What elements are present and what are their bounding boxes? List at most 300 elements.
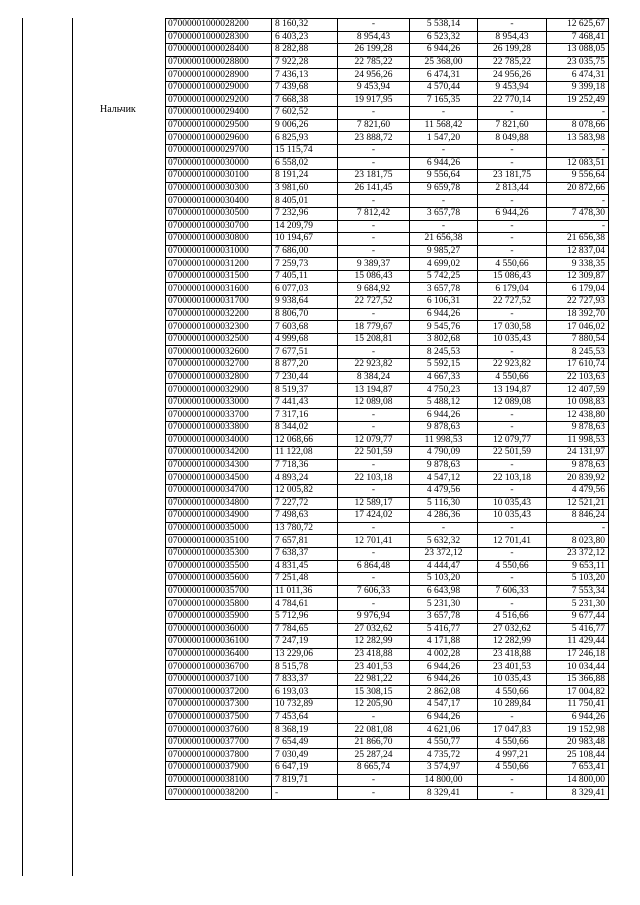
value-cell: -	[338, 409, 410, 422]
value-cell: -	[338, 598, 410, 611]
value-cell: 23 035,75	[547, 56, 609, 69]
value-cell: 24 956,26	[478, 69, 547, 82]
table-row	[166, 610, 609, 623]
value-cell: 23 418,88	[478, 648, 547, 661]
value-cell: 19 152,98	[547, 724, 609, 737]
value-cell: 12 309,87	[547, 270, 609, 283]
value-cell: 3 802,68	[410, 333, 478, 346]
row-code-cell: 07000001000037800	[166, 749, 272, 762]
left-border-line	[22, 18, 23, 876]
row-code-cell: 07000001000032800	[166, 371, 272, 384]
value-cell: 6 944,26	[410, 711, 478, 724]
value-cell: 7 165,35	[410, 94, 478, 107]
table-row	[166, 434, 609, 447]
value-cell: 5 538,14	[410, 19, 478, 32]
row-code-cell: 07000001000032200	[166, 308, 272, 321]
value-cell: 5 103,20	[547, 573, 609, 586]
value-cell: 11 998,53	[410, 434, 478, 447]
value-cell: 4 735,72	[410, 749, 478, 762]
value-cell: 7 030,49	[272, 749, 338, 762]
value-cell: 22 981,22	[338, 673, 410, 686]
value-cell: 7 259,73	[272, 258, 338, 271]
row-code-cell: 07000001000033000	[166, 396, 272, 409]
table-row	[166, 648, 609, 661]
value-cell: -	[478, 245, 547, 258]
value-cell: 10 035,43	[478, 497, 547, 510]
value-cell: 2 862,08	[410, 686, 478, 699]
value-cell: 6 179,04	[547, 283, 609, 296]
row-code-cell: 07000001000031700	[166, 296, 272, 309]
value-cell: 12 079,77	[478, 434, 547, 447]
value-cell: 9 556,64	[410, 170, 478, 183]
value-cell: 4 550,66	[478, 371, 547, 384]
table-row	[166, 522, 609, 535]
table-row	[166, 573, 609, 586]
value-cell: -	[410, 522, 478, 535]
row-code-cell: 07000001000036100	[166, 636, 272, 649]
table-row	[166, 157, 609, 170]
value-cell: 7 668,38	[272, 94, 338, 107]
value-cell: -	[338, 195, 410, 208]
value-cell: 22 727,52	[478, 296, 547, 309]
value-cell: 8 368,19	[272, 724, 338, 737]
value-cell: -	[547, 220, 609, 233]
value-cell: -	[478, 157, 547, 170]
value-cell: -	[547, 195, 609, 208]
value-cell: -	[338, 547, 410, 560]
value-cell: 12 282,99	[338, 636, 410, 649]
value-cell: 12 083,51	[547, 157, 609, 170]
value-cell: 5 231,30	[547, 598, 609, 611]
value-cell: 8 954,43	[478, 31, 547, 44]
table-row	[166, 132, 609, 145]
table-row	[166, 384, 609, 397]
value-cell: 5 742,25	[410, 270, 478, 283]
value-cell: -	[478, 711, 547, 724]
value-cell: 4 516,66	[478, 610, 547, 623]
value-cell: 12 005,82	[272, 484, 338, 497]
table-row	[166, 207, 609, 220]
value-cell: 4 550,66	[478, 258, 547, 271]
row-code-cell: 07000001000031600	[166, 283, 272, 296]
table-row	[166, 749, 609, 762]
table-row	[166, 81, 609, 94]
row-code-cell: 07000001000034800	[166, 497, 272, 510]
value-cell: 10 035,43	[478, 333, 547, 346]
value-cell: 22 103,18	[338, 472, 410, 485]
value-cell: 22 785,22	[338, 56, 410, 69]
value-cell: -	[272, 787, 338, 800]
table-row	[166, 673, 609, 686]
value-cell: 7 230,44	[272, 371, 338, 384]
value-cell: -	[410, 144, 478, 157]
value-cell: 9 453,94	[338, 81, 410, 94]
value-cell: 17 030,58	[478, 321, 547, 334]
value-cell: 12 089,08	[478, 396, 547, 409]
row-code-cell: 07000001000037100	[166, 673, 272, 686]
table-row	[166, 69, 609, 82]
value-cell: 26 199,28	[478, 44, 547, 57]
table-row	[166, 371, 609, 384]
row-code-cell: 07000001000033700	[166, 409, 272, 422]
value-cell: 8 954,43	[338, 31, 410, 44]
value-cell: 4 550,66	[478, 686, 547, 699]
value-cell: -	[478, 233, 547, 246]
value-cell: 12 079,77	[338, 434, 410, 447]
value-cell: 19 917,95	[338, 94, 410, 107]
value-cell: 15 308,15	[338, 686, 410, 699]
value-cell: -	[478, 144, 547, 157]
row-code-cell: 07000001000037300	[166, 699, 272, 712]
value-cell: 8 245,53	[410, 346, 478, 359]
value-cell: 22 770,14	[478, 94, 547, 107]
row-code-cell: 07000001000028400	[166, 44, 272, 57]
value-cell: 6 403,23	[272, 31, 338, 44]
row-code-cell: 07000001000028800	[166, 56, 272, 69]
value-cell: 4 444,47	[410, 560, 478, 573]
value-cell: 22 923,82	[478, 359, 547, 372]
value-cell: 22 923,82	[338, 359, 410, 372]
value-cell: -	[338, 484, 410, 497]
row-code-cell: 07000001000037600	[166, 724, 272, 737]
value-cell: -	[338, 459, 410, 472]
value-cell: 15 086,43	[478, 270, 547, 283]
value-cell: 13 583,98	[547, 132, 609, 145]
value-cell: 11 750,41	[547, 699, 609, 712]
row-code-cell: 07000001000034000	[166, 434, 272, 447]
value-cell: 7 821,60	[338, 119, 410, 132]
value-cell: 5 488,12	[410, 396, 478, 409]
table-row	[166, 396, 609, 409]
row-code-cell: 07000001000029400	[166, 107, 272, 120]
value-cell: -	[410, 195, 478, 208]
value-cell: 26 199,28	[338, 44, 410, 57]
value-cell: -	[478, 484, 547, 497]
value-cell: 12 701,41	[338, 535, 410, 548]
value-cell: 10 035,43	[478, 673, 547, 686]
value-cell: 12 438,80	[547, 409, 609, 422]
value-cell: 5 632,32	[410, 535, 478, 548]
value-cell: 4 750,23	[410, 384, 478, 397]
row-code-cell: 07000001000037700	[166, 736, 272, 749]
value-cell: 7 441,43	[272, 396, 338, 409]
value-cell: 1 547,20	[410, 132, 478, 145]
value-cell: -	[478, 308, 547, 321]
value-cell: 8 049,88	[478, 132, 547, 145]
value-cell: 7 553,34	[547, 585, 609, 598]
value-cell: -	[547, 107, 609, 120]
row-code-cell: 07000001000029700	[166, 144, 272, 157]
value-cell: 11 998,53	[547, 434, 609, 447]
table-row	[166, 724, 609, 737]
row-code-cell: 07000001000030300	[166, 182, 272, 195]
value-cell: 9 684,92	[338, 283, 410, 296]
value-cell: 8 078,66	[547, 119, 609, 132]
value-cell: 7 718,36	[272, 459, 338, 472]
value-cell: -	[478, 409, 547, 422]
table-row	[166, 44, 609, 57]
table-row	[166, 560, 609, 573]
value-cell: 17 610,74	[547, 359, 609, 372]
value-cell: 8 846,24	[547, 510, 609, 523]
row-code-cell: 07000001000035700	[166, 585, 272, 598]
value-cell: -	[478, 522, 547, 535]
value-cell: -	[338, 422, 410, 435]
value-cell: 23 181,75	[478, 170, 547, 183]
value-cell: 7 436,13	[272, 69, 338, 82]
value-cell: 4 002,28	[410, 648, 478, 661]
table-row	[166, 119, 609, 132]
row-code-cell: 07000001000030400	[166, 195, 272, 208]
row-code-cell: 07000001000035900	[166, 610, 272, 623]
row-code-cell: 07000001000030000	[166, 157, 272, 170]
value-cell: 6 944,26	[410, 673, 478, 686]
value-cell: 22 501,59	[338, 447, 410, 460]
value-cell: -	[547, 144, 609, 157]
value-cell: 4 997,21	[478, 749, 547, 762]
value-cell: 2 813,44	[478, 182, 547, 195]
value-cell: 20 983,48	[547, 736, 609, 749]
value-cell: 12 205,90	[338, 699, 410, 712]
value-cell: 8 665,74	[338, 762, 410, 775]
table-row	[166, 699, 609, 712]
table-row	[166, 459, 609, 472]
value-cell: 9 545,76	[410, 321, 478, 334]
value-cell: 9 878,63	[410, 422, 478, 435]
value-cell: 9 653,11	[547, 560, 609, 573]
value-cell: 4 547,17	[410, 699, 478, 712]
value-cell: -	[338, 220, 410, 233]
table-row	[166, 774, 609, 787]
city-label: Нальчик	[100, 104, 136, 115]
row-code-cell: 07000001000034300	[166, 459, 272, 472]
row-code-cell: 07000001000030700	[166, 220, 272, 233]
value-cell: 9 938,64	[272, 296, 338, 309]
value-cell: 8 023,80	[547, 535, 609, 548]
table-row	[166, 661, 609, 674]
value-cell: 7 880,54	[547, 333, 609, 346]
value-cell: 15 086,43	[338, 270, 410, 283]
value-cell: 12 701,41	[478, 535, 547, 548]
table-row	[166, 270, 609, 283]
value-cell: 6 523,32	[410, 31, 478, 44]
value-cell: 21 656,38	[547, 233, 609, 246]
value-cell: 18 779,67	[338, 321, 410, 334]
value-cell: 3 657,78	[410, 610, 478, 623]
value-cell: 6 944,26	[410, 44, 478, 57]
city-column-border-line	[72, 18, 73, 876]
value-cell: 20 872,66	[547, 182, 609, 195]
table-row	[166, 56, 609, 69]
value-cell: 7 677,51	[272, 346, 338, 359]
value-cell: 7 603,68	[272, 321, 338, 334]
value-cell: -	[478, 774, 547, 787]
value-cell: 6 944,26	[547, 711, 609, 724]
tariff-table	[165, 18, 609, 800]
value-cell: 7 232,96	[272, 207, 338, 220]
value-cell: 7 653,41	[547, 762, 609, 775]
value-cell: 4 667,33	[410, 371, 478, 384]
value-cell: 12 837,04	[547, 245, 609, 258]
row-code-cell: 07000001000032600	[166, 346, 272, 359]
value-cell: 17 046,02	[547, 321, 609, 334]
value-cell: 8 405,01	[272, 195, 338, 208]
row-code-cell: 07000001000032300	[166, 321, 272, 334]
value-cell: 11 011,36	[272, 585, 338, 598]
value-cell: -	[410, 107, 478, 120]
row-code-cell: 07000001000034500	[166, 472, 272, 485]
value-cell: 4 831,45	[272, 560, 338, 573]
table-row	[166, 598, 609, 611]
row-code-cell: 07000001000029500	[166, 119, 272, 132]
value-cell: 4 999,68	[272, 333, 338, 346]
value-cell: 12 089,08	[338, 396, 410, 409]
table-row	[166, 333, 609, 346]
value-cell: 6 179,04	[478, 283, 547, 296]
value-cell: -	[338, 107, 410, 120]
table-row	[166, 472, 609, 485]
row-code-cell: 07000001000036700	[166, 661, 272, 674]
value-cell: 12 625,67	[547, 19, 609, 32]
row-code-cell: 07000001000037200	[166, 686, 272, 699]
row-code-cell: 07000001000035000	[166, 522, 272, 535]
table-row	[166, 497, 609, 510]
value-cell: 6 106,31	[410, 296, 478, 309]
row-code-cell: 07000001000031200	[166, 258, 272, 271]
value-cell: 7 405,11	[272, 270, 338, 283]
value-cell: 9 976,94	[338, 610, 410, 623]
table-row	[166, 510, 609, 523]
row-code-cell: 07000001000032700	[166, 359, 272, 372]
value-cell: 3 574,97	[410, 762, 478, 775]
value-cell: -	[478, 346, 547, 359]
row-code-cell: 07000001000034200	[166, 447, 272, 460]
table-row	[166, 711, 609, 724]
value-cell: -	[478, 547, 547, 560]
row-code-cell: 07000001000035300	[166, 547, 272, 560]
value-cell: 7 602,52	[272, 107, 338, 120]
value-cell: 3 981,60	[272, 182, 338, 195]
value-cell: -	[338, 787, 410, 800]
value-cell: 4 550,66	[478, 560, 547, 573]
value-cell: 7 317,16	[272, 409, 338, 422]
table-row	[166, 636, 609, 649]
value-cell: 10 732,89	[272, 699, 338, 712]
value-cell: 6 193,03	[272, 686, 338, 699]
value-cell: 23 181,75	[338, 170, 410, 183]
value-cell: 4 479,56	[410, 484, 478, 497]
table-row	[166, 422, 609, 435]
value-cell: 5 103,20	[410, 573, 478, 586]
value-cell: -	[478, 573, 547, 586]
value-cell: 4 699,02	[410, 258, 478, 271]
value-cell: 15 366,88	[547, 673, 609, 686]
table-row	[166, 484, 609, 497]
value-cell: -	[338, 157, 410, 170]
row-code-cell: 07000001000034900	[166, 510, 272, 523]
table-row	[166, 258, 609, 271]
value-cell: 4 893,24	[272, 472, 338, 485]
value-cell: -	[547, 522, 609, 535]
value-cell: 11 568,42	[410, 119, 478, 132]
value-cell: -	[478, 195, 547, 208]
value-cell: 10 034,44	[547, 661, 609, 674]
value-cell: -	[478, 598, 547, 611]
value-cell: 8 160,32	[272, 19, 338, 32]
value-cell: 17 047,83	[478, 724, 547, 737]
value-cell: 22 081,08	[338, 724, 410, 737]
value-cell: 7 439,68	[272, 81, 338, 94]
table-row	[166, 296, 609, 309]
value-cell: 22 501,59	[478, 447, 547, 460]
value-cell: -	[478, 220, 547, 233]
value-cell: 21 866,70	[338, 736, 410, 749]
value-cell: 4 784,61	[272, 598, 338, 611]
value-cell: 5 712,96	[272, 610, 338, 623]
value-cell: 23 401,53	[338, 661, 410, 674]
table-row	[166, 346, 609, 359]
value-cell: 5 231,30	[410, 598, 478, 611]
value-cell: -	[338, 233, 410, 246]
value-cell: 15 115,74	[272, 144, 338, 157]
row-code-cell: 07000001000029000	[166, 81, 272, 94]
value-cell: 12 282,99	[478, 636, 547, 649]
value-cell: 22 785,22	[478, 56, 547, 69]
value-cell: 4 286,36	[410, 510, 478, 523]
value-cell: 4 171,88	[410, 636, 478, 649]
value-cell: 7 227,72	[272, 497, 338, 510]
row-code-cell: 07000001000035100	[166, 535, 272, 548]
value-cell: 6 825,93	[272, 132, 338, 145]
value-cell: 4 790,09	[410, 447, 478, 460]
value-cell: -	[478, 787, 547, 800]
row-code-cell: 07000001000034700	[166, 484, 272, 497]
value-cell: 22 727,93	[547, 296, 609, 309]
value-cell: 9 878,63	[410, 459, 478, 472]
value-cell: 9 677,44	[547, 610, 609, 623]
value-cell: 6 647,19	[272, 762, 338, 775]
row-code-cell: 07000001000029600	[166, 132, 272, 145]
value-cell: 8 329,41	[547, 787, 609, 800]
table-row	[166, 31, 609, 44]
value-cell: 21 656,38	[410, 233, 478, 246]
value-cell: 6 944,26	[410, 157, 478, 170]
value-cell: 26 141,45	[338, 182, 410, 195]
value-cell: 7 453,64	[272, 711, 338, 724]
tariff-table-body	[166, 19, 609, 800]
value-cell: -	[478, 459, 547, 472]
row-code-cell: 07000001000032500	[166, 333, 272, 346]
row-code-cell: 07000001000030500	[166, 207, 272, 220]
value-cell: 7 819,71	[272, 774, 338, 787]
value-cell: 6 944,26	[410, 409, 478, 422]
table-row	[166, 762, 609, 775]
value-cell: 24 956,26	[338, 69, 410, 82]
value-cell: 23 372,12	[410, 547, 478, 560]
value-cell: 9 338,35	[547, 258, 609, 271]
value-cell: -	[338, 522, 410, 535]
value-cell: 9 399,18	[547, 81, 609, 94]
value-cell: 22 103,63	[547, 371, 609, 384]
value-cell: -	[338, 19, 410, 32]
value-cell: 22 727,52	[338, 296, 410, 309]
value-cell: 27 032,62	[478, 623, 547, 636]
value-cell: 13 780,72	[272, 522, 338, 535]
value-cell: 7 784,65	[272, 623, 338, 636]
value-cell: 7 686,00	[272, 245, 338, 258]
value-cell: -	[338, 774, 410, 787]
table-row	[166, 195, 609, 208]
